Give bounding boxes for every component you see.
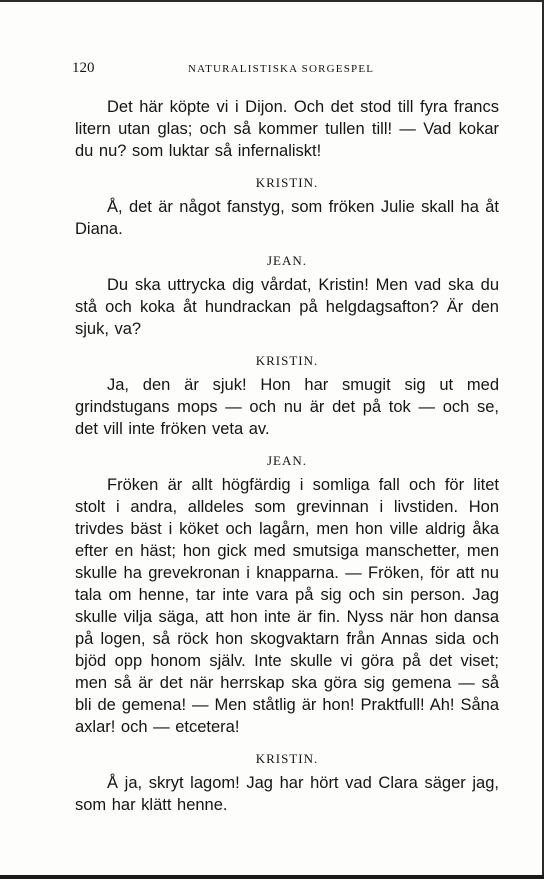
- bottom-edge: [0, 875, 544, 879]
- paragraph: Ja, den är sjuk! Hon har smugit sig ut med grindstugans mops — och nu är det på tok — och se, det vill inte fröken veta av.: [75, 376, 499, 438]
- page-number: 120: [72, 60, 95, 76]
- paragraph: Det här köpte vi i Dijon. Och det stod till fyra francs litern utan glas; och så kommer tullen till! — Vad kokar du nu? som luktar så infernaliskt!: [75, 98, 499, 160]
- paragraph: Du ska uttrycka dig vårdat, Kristin! Men vad ska du stå och koka åt hundrackan på helgdagsafton? Är den sjuk, va?: [75, 276, 499, 338]
- speaker-name: KRISTIN.: [255, 353, 319, 368]
- speaker-name: JEAN.: [266, 253, 308, 268]
- speaker-name: JEAN.: [266, 453, 308, 468]
- top-edge: [0, 0, 544, 2]
- page-header: [72, 60, 500, 80]
- paragraph: Fröken är allt högfärdig i somliga fall och för litet stolt i andra, alldeles som grevinnan i livstiden. Hon trivdes bäst i köket och lagårn, men hon ville aldrig åka efter en häst; hon gick med smutsiga manschetter, men skulle ha grevekronan i knapparna. — Fröken, för att nu tala om henne, tar inte vara på sig och sin person. Jag skulle vilja säga, att hon inte är fin. Nyss när hon dansa på logen, så röck hon skogvaktarn från Annas sida och bjöd opp honom själv. Inte skulle vi göra på det viset; men så är det när herrskap ska göra sig gemena — så bli de gemena! — Men ståtlig är hon! Praktfull! Ah! Såna axlar! och — etcetera!: [75, 476, 499, 736]
- paragraph: Å, det är något fanstyg, som fröken Julie skall ha åt Diana.: [75, 198, 499, 238]
- running-title: NATURALISTISKA SORGESPEL: [188, 63, 375, 75]
- speaker-name: KRISTIN.: [255, 175, 319, 190]
- paragraph: Å ja, skryt lagom! Jag har hört vad Clara säger jag, som har klätt henne.: [75, 774, 499, 814]
- speaker-name: KRISTIN.: [255, 751, 319, 766]
- page-text: [75, 96, 499, 816]
